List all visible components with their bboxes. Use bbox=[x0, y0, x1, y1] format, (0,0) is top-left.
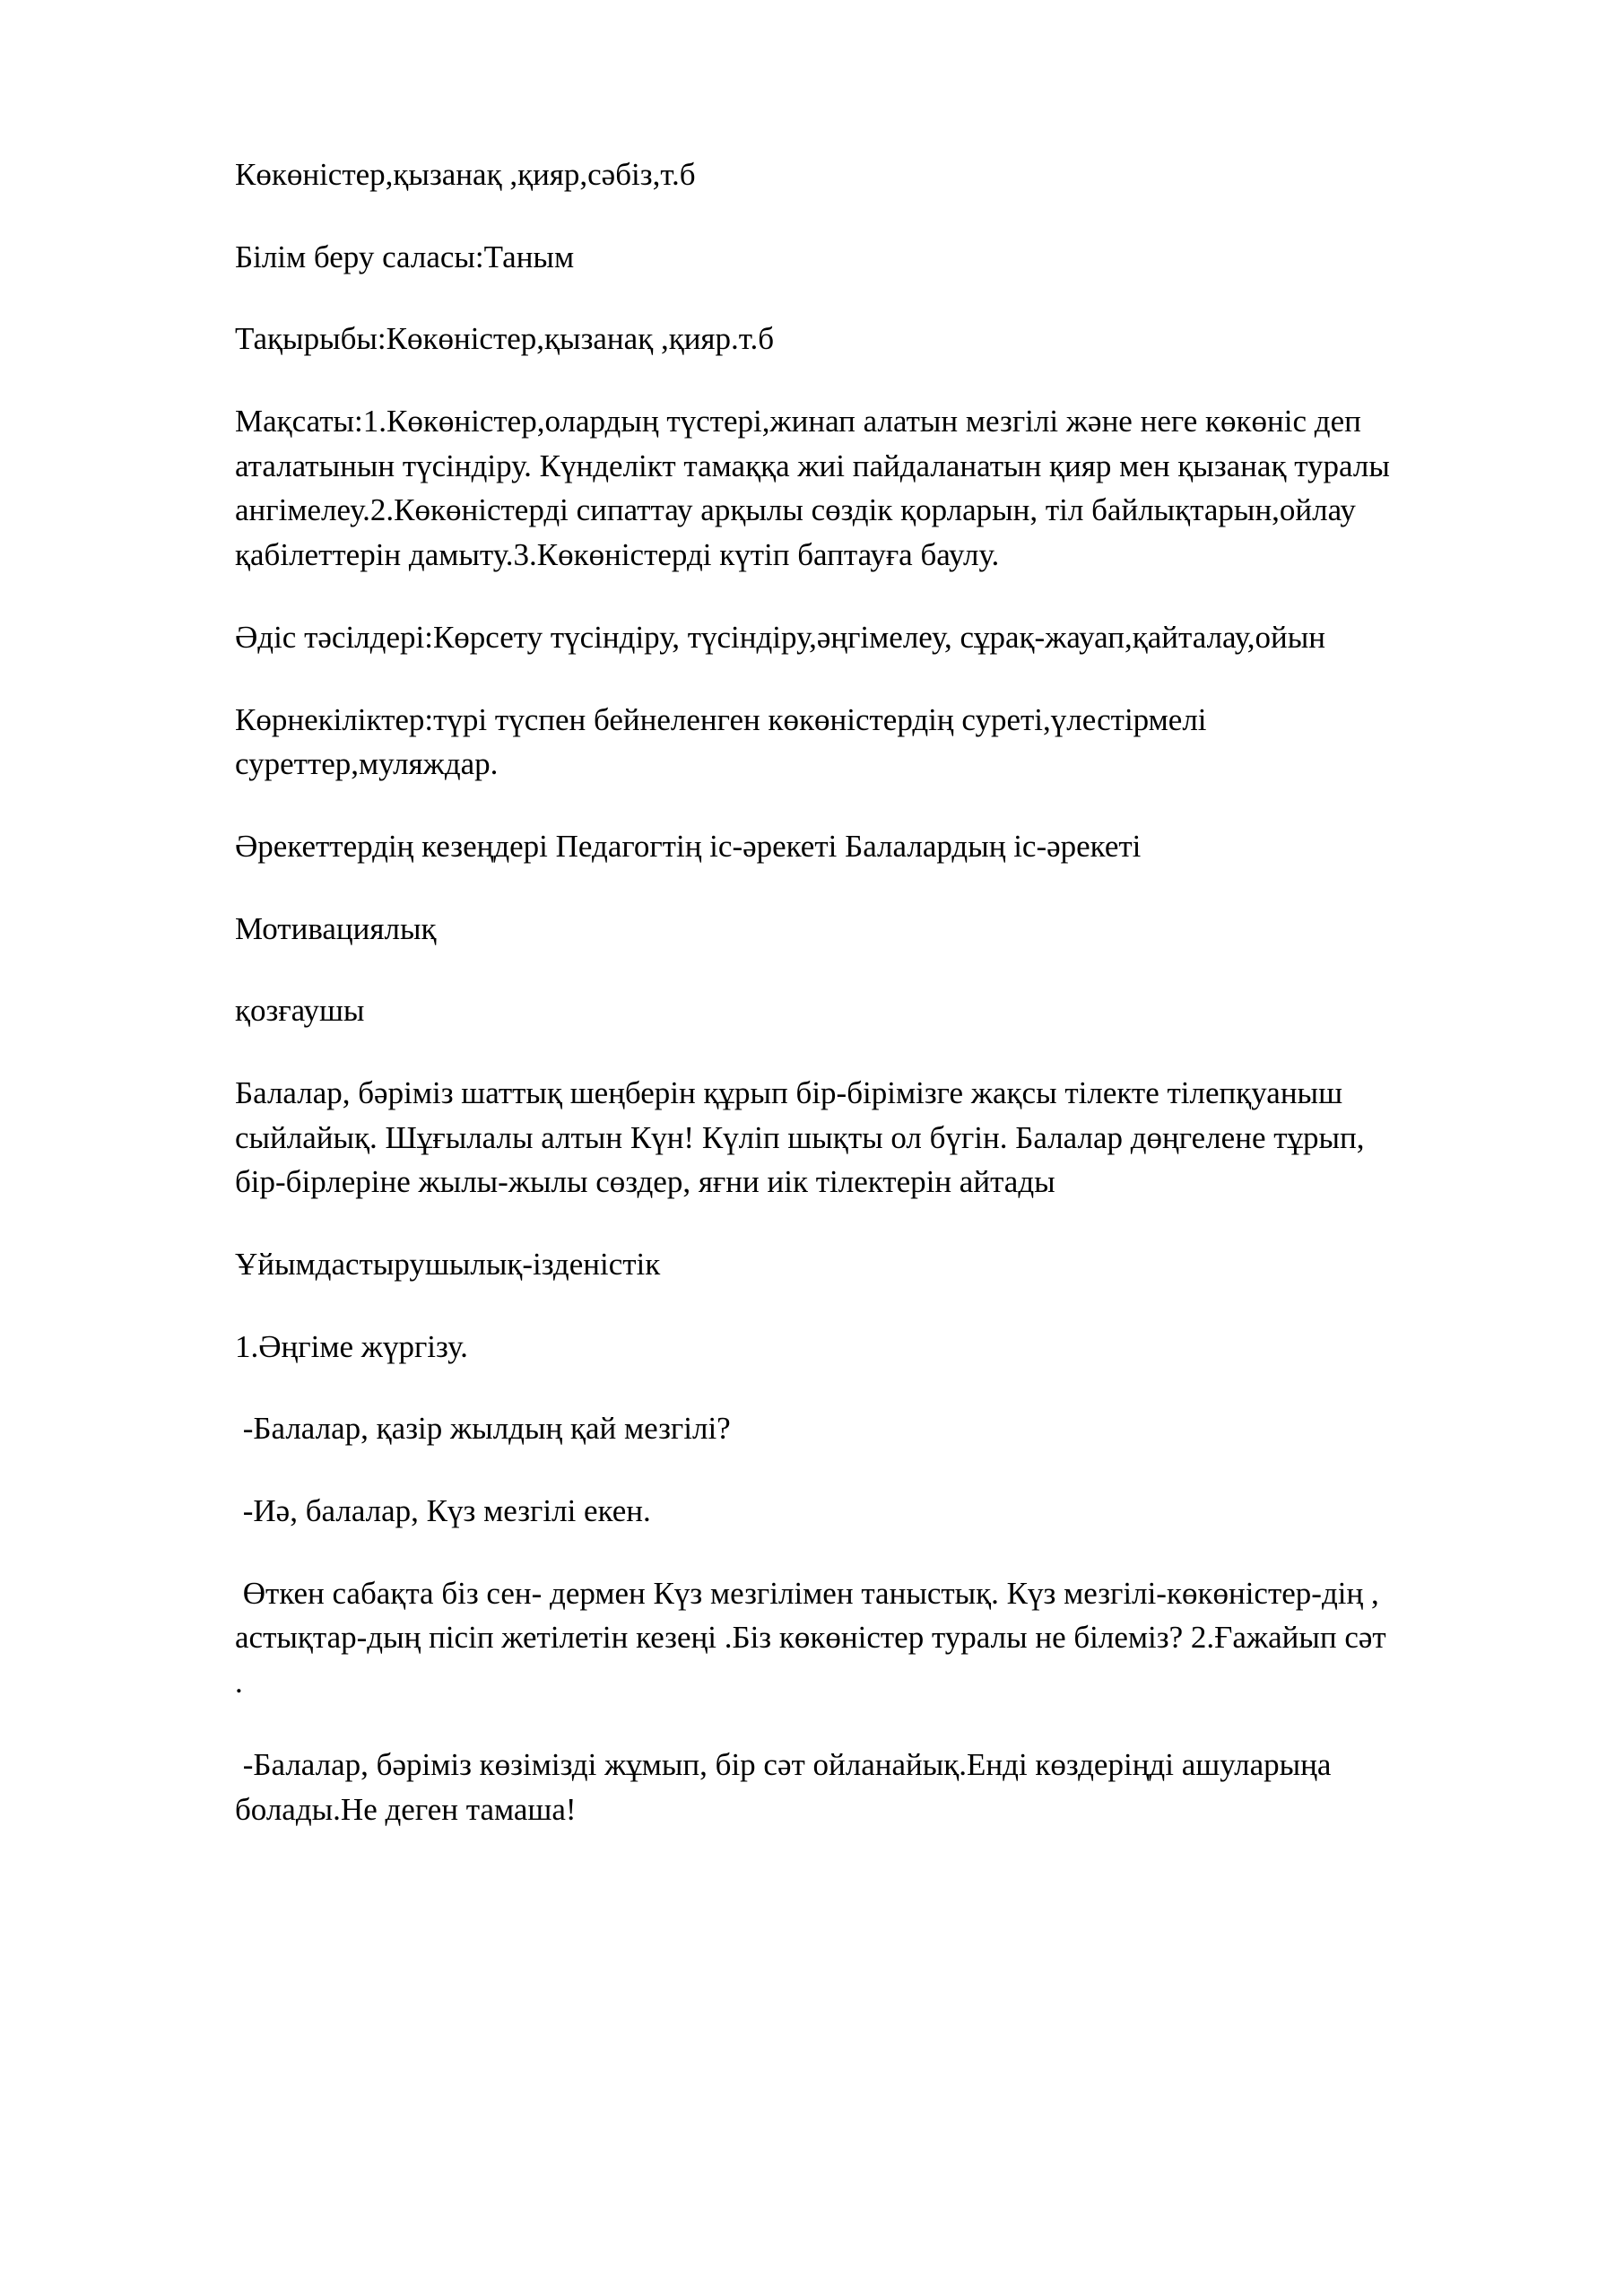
paragraph-greeting-circle: Балалар, бәріміз шаттық шеңберін құрып бір-бірімізге жақсы тілекте тілепқуаныш сыйлайық. Шұғылалы алтын Күн! Күліп шықты ол бүгін. Балалар дөңгелене тұрып, бір-бірлеріне жылы-жылы сөздер, яғни иік тілектерін айтады bbox=[235, 1074, 1373, 1200]
paragraph-organizational-search: Ұйымдастырушылық-ізденістік bbox=[235, 1247, 661, 1282]
paragraph-previous-lesson: Өткен сабақта біз сен- дермен Күз мезгілімен таныстық. Күз мезгілі-көкөністер-дің , астықтар-дың пісіп жетілетін кезеңі .Біз көкөністер туралы не білеміз? 2.Ғажайып сәт . bbox=[235, 1575, 1394, 1700]
paragraph-conversation-step: 1.Әңгіме жүргізу. bbox=[235, 1328, 468, 1364]
document-body bbox=[235, 152, 1398, 1831]
paragraph-goal: Мақсаты:1.Көкөністер,олардың түстері,жинап алатын мезгілі және неге көкөніс деп аталатынын түсіндіру. Күнделікт тамаққа жиі пайдаланатын қияр мен қызанақ туралы ангімелеу.2.Көкөністерді сипаттау арқылы сөздік қорларын, тіл байлықтарын,ойлау қабілеттерін дамыту.3.Көкөністерді күтіп баптауға баулу. bbox=[235, 404, 1398, 573]
paragraph-education-area: Білім беру саласы:Таным bbox=[235, 239, 575, 274]
paragraph-motivator: қозғаушы bbox=[235, 993, 365, 1029]
paragraph-topic: Тақырыбы:Көкөністер,қызанақ ,қияр.т.б bbox=[235, 321, 774, 357]
paragraph-answer-autumn: -Иә, балалар, Күз мезгілі екен. bbox=[235, 1493, 651, 1529]
paragraph-vegetable-list: Көкөністер,қызанақ ,қияр,сәбіз,т.б bbox=[235, 157, 696, 192]
paragraph-question-season: -Балалар, қазір жылдың қай мезгілі? bbox=[235, 1411, 731, 1447]
paragraph-methods: Әдіс тәсілдері:Көрсету түсіндіру, түсіндіру,әңгімелеу, сұрақ-жауап,қайталау,ойын bbox=[235, 619, 1326, 655]
paragraph-motivational: Мотивациялық bbox=[235, 910, 437, 946]
paragraph-activity-stages-header: Әрекеттердің кезеңдері Педагогтің іс-әрекеті Балалардың іс-әрекеті bbox=[235, 828, 1142, 864]
paragraph-visual-aids: Көрнекіліктер:түрі түспен бейнеленген көкөністердің суреті,үлестірмелі суреттер,муляждар. bbox=[235, 701, 1215, 782]
paragraph-magic-moment: -Балалар, бәріміз көзімізді жұмып, бір сәт ойланайық.Енді көздеріңді ашуларыңа болады.Не деген тамаша! bbox=[235, 1746, 1340, 1827]
